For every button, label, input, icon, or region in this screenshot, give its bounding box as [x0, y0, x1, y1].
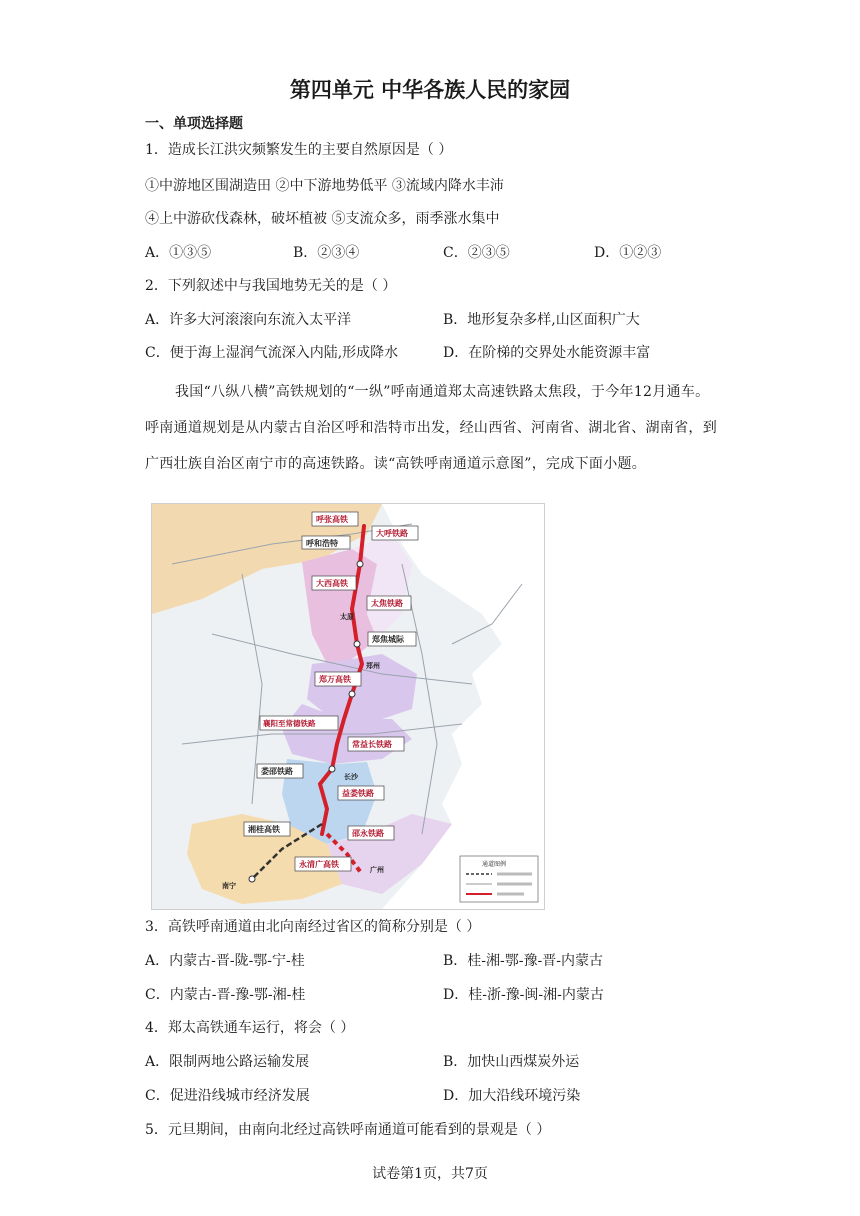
q4-option-a[interactable]: A．限制两地公路运输发展 — [145, 1054, 310, 1070]
page-title: 第四单元 中华各族人民的家园 — [289, 78, 571, 102]
q4-option-c[interactable]: C．促进沿线城市经济发展 — [145, 1088, 310, 1104]
q2-stem: 2．下列叙述中与我国地势无关的是（ ） — [145, 278, 397, 294]
label-xianggui: 湘桂高铁 — [248, 825, 280, 834]
label-huhehaote: 呼和浩特 — [306, 539, 338, 548]
label-loushao: 娄邵铁路 — [261, 767, 293, 776]
map-legend — [460, 856, 538, 902]
section-heading: 一、单项选择题 — [145, 116, 243, 132]
label-xiangyang: 襄阳至常德铁路 — [263, 719, 316, 728]
label-daxi: 大西高铁 — [316, 579, 348, 588]
q1-option-a[interactable]: A．①③⑤ — [145, 245, 212, 261]
q3-option-a[interactable]: A．内蒙古-晋-陇-鄂-宁-桂 — [145, 953, 305, 969]
q1-option-b[interactable]: B．②③④ — [293, 245, 360, 261]
station-marker — [249, 876, 255, 882]
label-yongqing: 永清广高铁 — [299, 860, 339, 869]
label-yiyong: 益娄铁路 — [342, 789, 374, 798]
label-changsha: 长沙 — [344, 773, 358, 781]
reading-passage: 我国“八纵八横”高铁规划的“一纵”呼南通道郑太高速铁路太焦段，于今年12月通车。呼南通道规划是从内蒙古自治区呼和浩特市出发，经山西省、河南省、湖北省、湖南省，到广西壮族自治区南宁市的高速铁路。读“高铁呼南通道示意图”，完成下面小题。 — [145, 384, 717, 472]
label-zhengwan: 郑万高铁 — [319, 675, 351, 684]
q5-stem: 5．元旦期间，由南向北经过高铁呼南通道可能看到的景观是（ ） — [145, 1122, 551, 1138]
q2-option-a[interactable]: A．许多大河滚滚向东流入太平洋 — [145, 312, 352, 328]
label-taijiao: 太焦铁路 — [371, 599, 403, 608]
label-shaoyong: 邵永铁路 — [352, 829, 384, 838]
q3-stem: 3．高铁呼南通道由北向南经过省区的简称分别是（ ） — [145, 919, 481, 935]
label-datong-line: 大呼铁路 — [376, 529, 408, 538]
q4-option-b[interactable]: B．加快山西煤炭外运 — [443, 1054, 580, 1070]
station-marker — [329, 766, 335, 772]
railway-map — [151, 503, 545, 910]
page-footer: 试卷第1页，共7页 — [372, 1166, 488, 1182]
q1-option-c[interactable]: C．②③⑤ — [443, 245, 510, 261]
q3-option-b[interactable]: B．桂-湘-鄂-豫-晋-内蒙古 — [443, 953, 603, 969]
legend-title: 通道图例 — [482, 861, 507, 868]
label-changyi: 常益长铁路 — [352, 740, 392, 749]
q1-stem: 1．造成长江洪灾频繁发生的主要自然原因是（ ） — [145, 142, 453, 158]
station-marker — [357, 561, 363, 567]
label-taiyuan: 太原 — [340, 613, 354, 621]
station-marker — [349, 691, 355, 697]
q3-option-c[interactable]: C．内蒙古-晋-豫-鄂-湘-桂 — [145, 987, 306, 1003]
label-zhengzhou: 郑州 — [366, 662, 380, 670]
label-zhengjiao: 郑焦城际 — [372, 635, 404, 644]
q2-option-c[interactable]: C．便于海上湿润气流深入内陆,形成降水 — [145, 345, 399, 361]
station-marker — [354, 641, 360, 647]
q1-option-d[interactable]: D．①②③ — [594, 245, 662, 261]
q1-statements-2: ④上中游砍伐森林，破坏植被 ⑤支流众多，雨季涨水集中 — [145, 211, 500, 227]
label-nanning: 南宁 — [222, 882, 236, 890]
q2-option-d[interactable]: D．在阶梯的交界处水能资源丰富 — [443, 345, 651, 361]
q4-option-d[interactable]: D．加大沿线环境污染 — [443, 1088, 581, 1104]
q4-stem: 4．郑太高铁通车运行，将会（ ） — [145, 1020, 355, 1036]
label-guangzhou: 广州 — [370, 866, 384, 874]
q1-statements-1: ①中游地区围湖造田 ②中下游地势低平 ③流域内降水丰沛 — [145, 178, 504, 194]
q3-option-d[interactable]: D．桂-浙-豫-闽-湘-内蒙古 — [443, 987, 604, 1003]
q2-option-b[interactable]: B．地形复杂多样,山区面积广大 — [443, 312, 640, 328]
label-huzhang: 呼张高铁 — [316, 515, 348, 524]
